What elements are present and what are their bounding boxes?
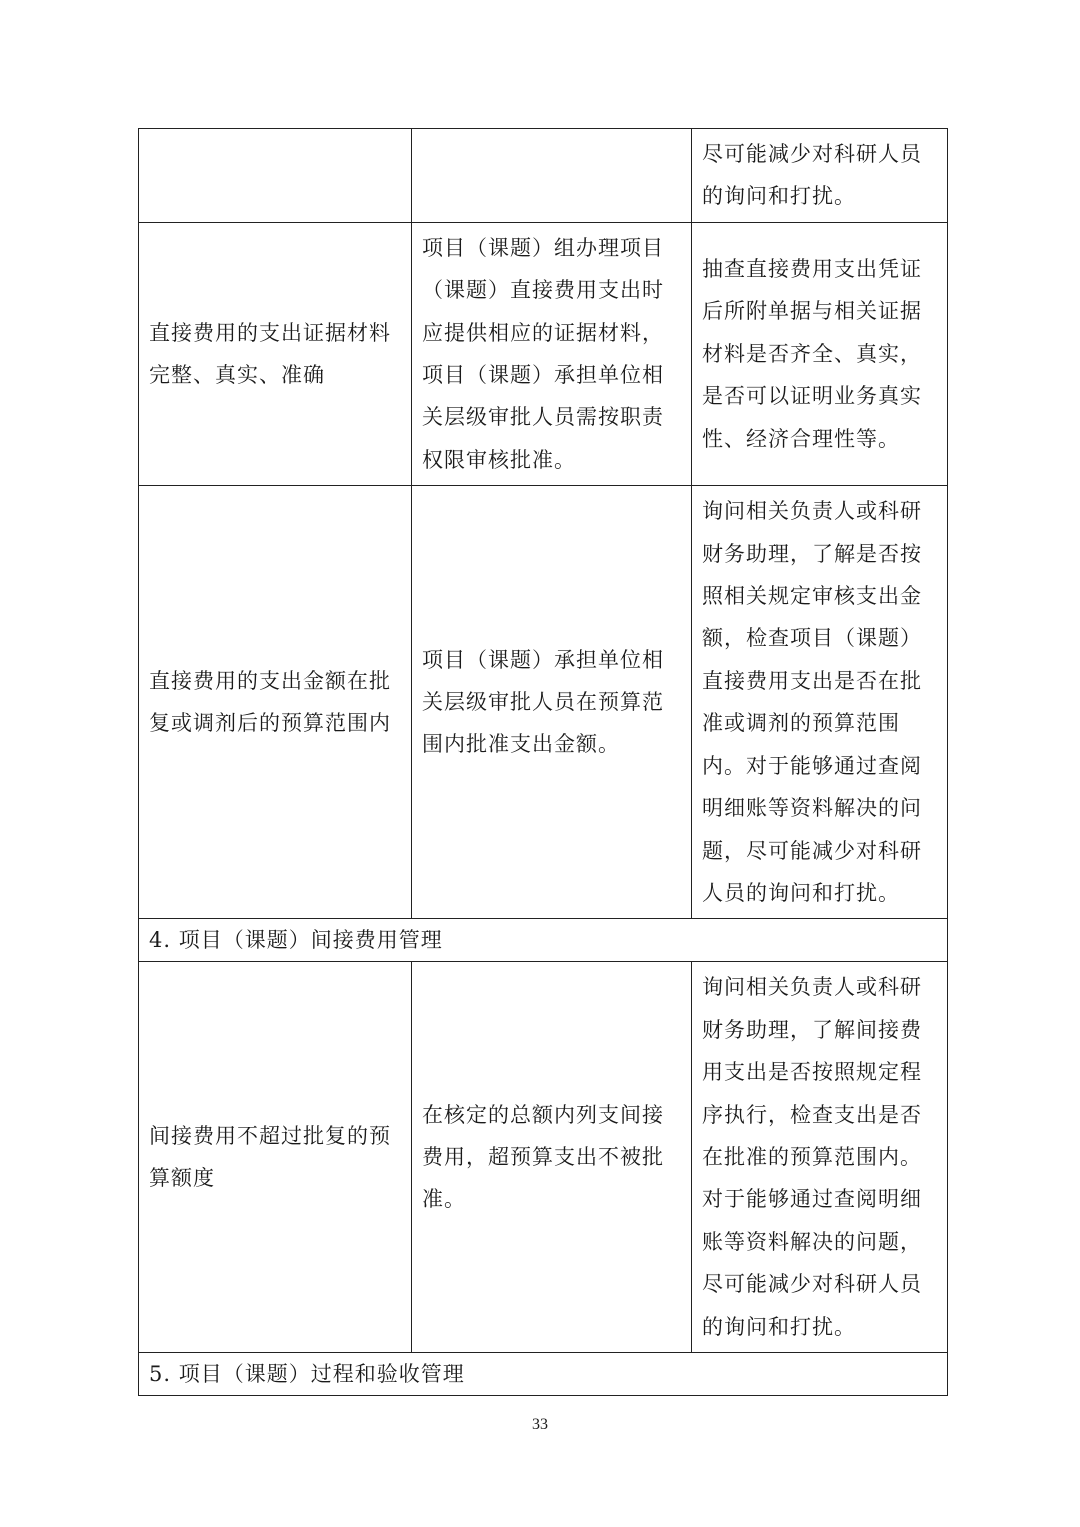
audit-criteria-table <box>138 128 948 1396</box>
section-5-heading: 5. 项目（课题）过程和验收管理 <box>139 1352 948 1395</box>
section-header-row <box>139 919 948 962</box>
table-row <box>139 962 948 1353</box>
method-cell: 询问相关负责人或科研财务助理，了解是否按照相关规定审核支出金额，检查项目（课题）直接费用支出是否在批准或调剂的预算范围内。对于能够通过查阅明细账等资料解决的问题，尽可能减少对科研人员的询问和打扰。 <box>692 486 948 919</box>
item-cell: 间接费用不超过批复的预算额度 <box>139 962 412 1353</box>
method-cell: 询问相关负责人或科研财务助理，了解间接费用支出是否按照规定程序执行，检查支出是否在批准的预算范围内。对于能够通过查阅明细账等资料解决的问题，尽可能减少对科研人员的询问和打扰。 <box>692 962 948 1353</box>
section-header-row <box>139 1352 948 1395</box>
page-number: 33 <box>532 1416 548 1433</box>
item-cell: 直接费用的支出证据材料完整、真实、准确 <box>139 222 412 485</box>
requirement-cell: 项目（课题）组办理项目（课题）直接费用支出时应提供相应的证据材料，项目（课题）承担单位相关层级审批人员需按职责权限审核批准。 <box>412 222 692 485</box>
method-cell: 抽查直接费用支出凭证后所附单据与相关证据材料是否齐全、真实，是否可以证明业务真实性、经济合理性等。 <box>692 222 948 485</box>
table-row <box>139 222 948 485</box>
requirement-cell: 项目（课题）承担单位相关层级审批人员在预算范围内批准支出金额。 <box>412 486 692 919</box>
table-row <box>139 129 948 223</box>
item-cell <box>139 129 412 223</box>
requirement-cell: 在核定的总额内列支间接费用，超预算支出不被批准。 <box>412 962 692 1353</box>
item-cell: 直接费用的支出金额在批复或调剂后的预算范围内 <box>139 486 412 919</box>
method-cell: 尽可能减少对科研人员的询问和打扰。 <box>692 129 948 223</box>
requirement-cell <box>412 129 692 223</box>
table-row <box>139 486 948 919</box>
section-4-heading: 4. 项目（课题）间接费用管理 <box>139 919 948 962</box>
